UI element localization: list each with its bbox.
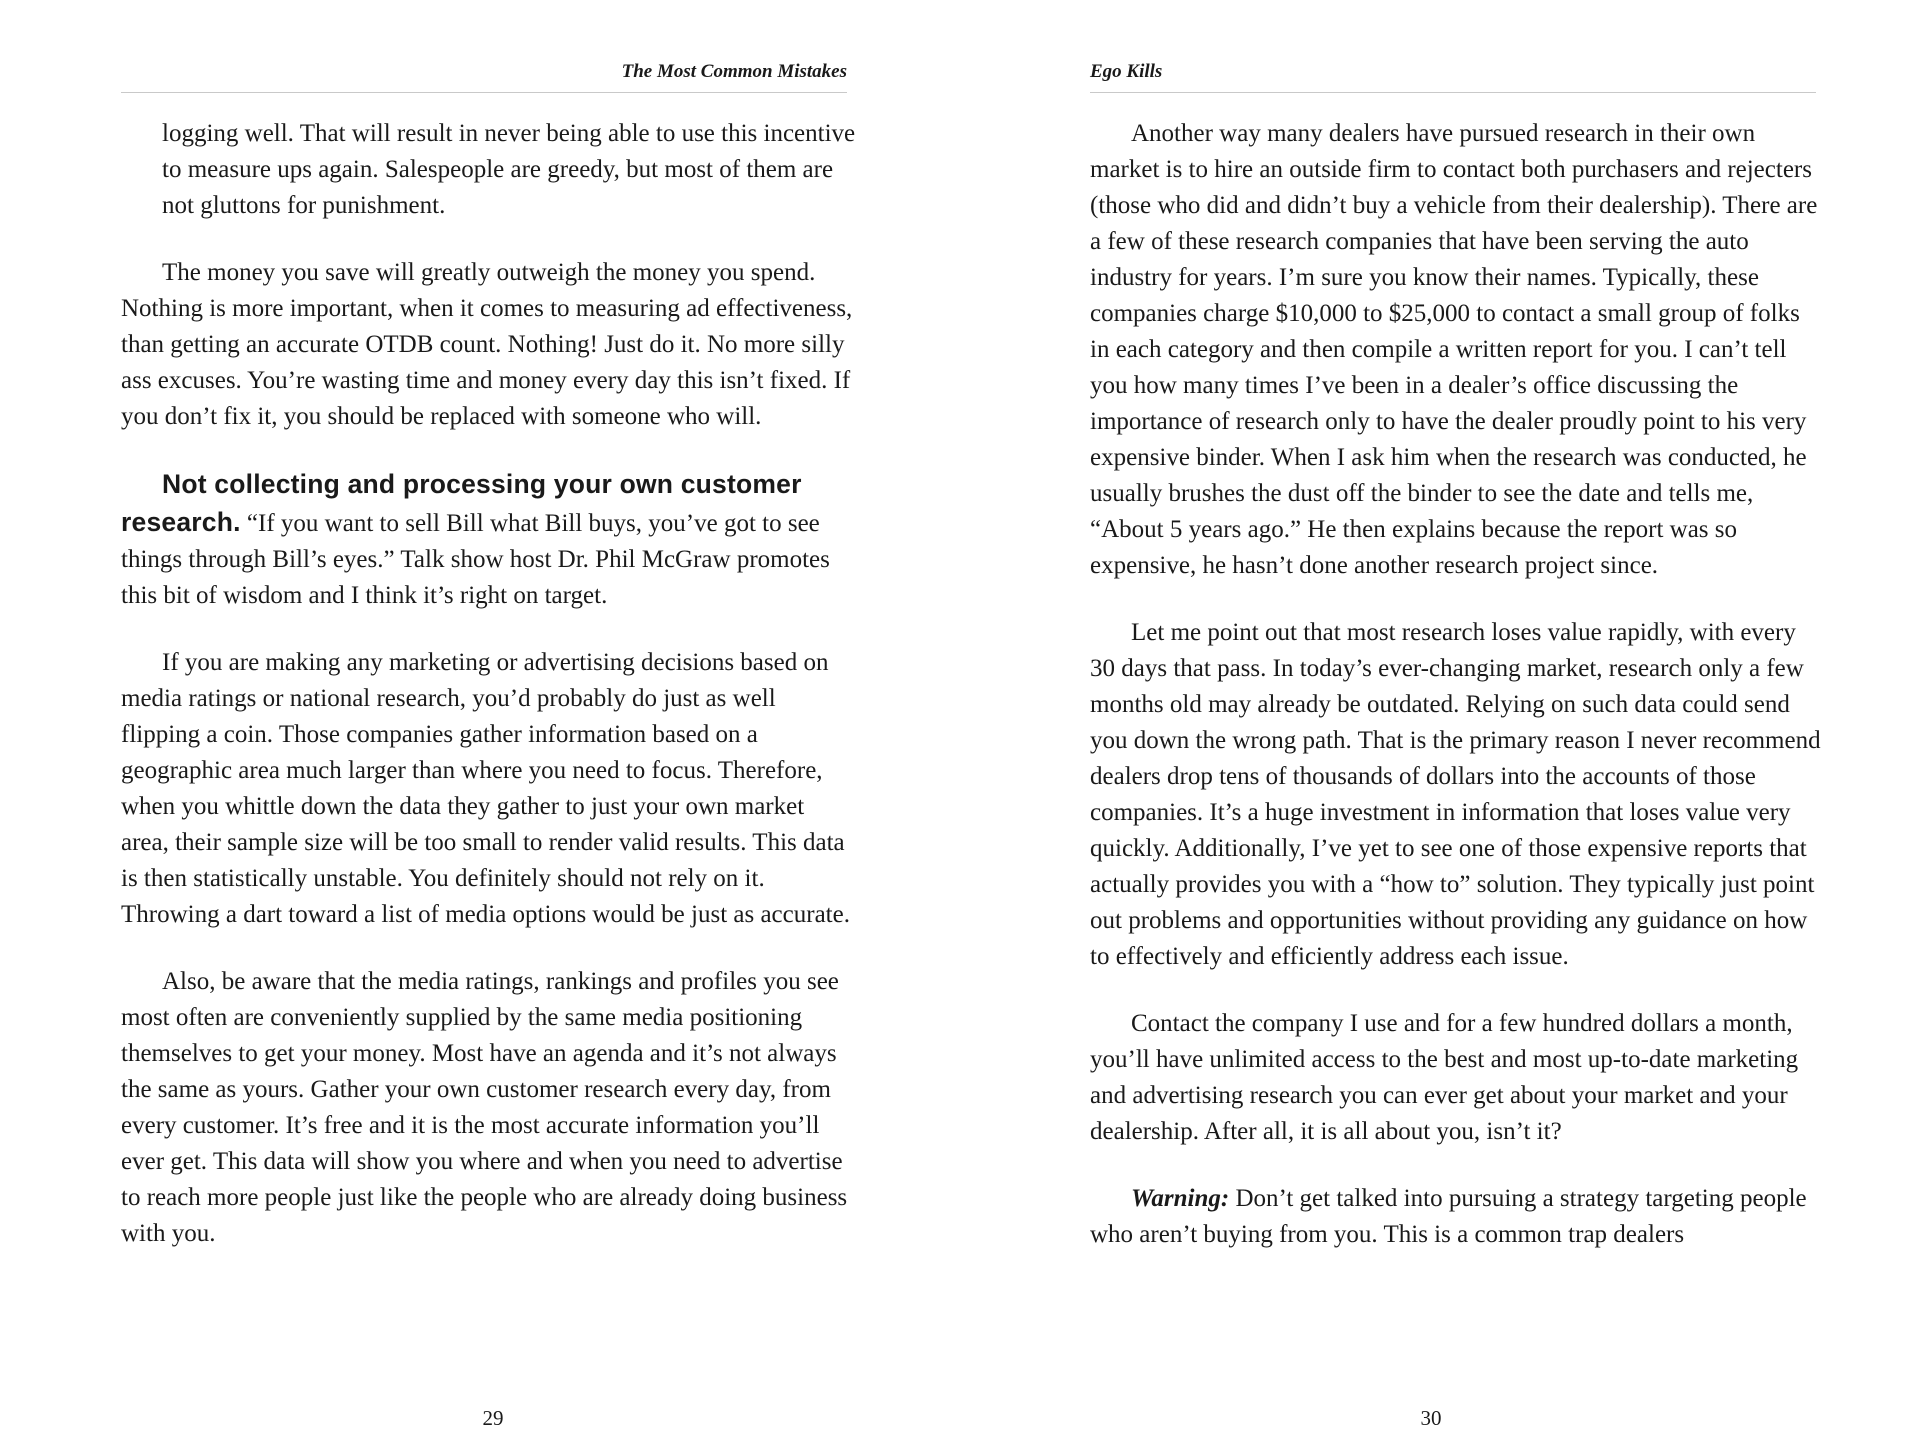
right-paragraph-3: Contact the company I use and for a few hundred dollars a month, you’ll have unlimited access to the best and most up-to-date marketing and advertising research you can ever get about your market and your dealership. After all, it is all about you, isn’t it?	[1090, 1010, 1799, 1145]
left-page-text	[121, 116, 856, 1283]
section-heading: Not collecting and processing your own customer research.	[121, 469, 802, 537]
right-page-text	[1090, 116, 1825, 1284]
left-paragraph-3-text: “If you want to sell Bill what Bill buys, you’ve got to see things through Bill’s eyes.” Talk show host Dr. Phil McGraw promotes this bit of wisdom and I think it’s right on target.	[121, 510, 830, 609]
right-running-head: Ego Kills	[1090, 61, 1163, 82]
left-header-rule	[121, 92, 847, 93]
right-paragraph-2: Let me point out that most research loses value rapidly, with every 30 days that pass. In today’s ever-changing market, research only a few months old may already be outdated. Relying on such data could send you down the wrong path. That is the primary reason I never recommend dealers drop tens of thousands of dollars into the accounts of those companies. It’s a huge investment in information that loses value very quickly. Additionally, I’ve yet to see one of those expensive reports that actually provides you with a “how to” solution. They typically just point out problems and opportunities without providing any guidance on how to effectively and efficiently address each issue.	[1090, 619, 1821, 970]
warning-label: Warning:	[1131, 1185, 1230, 1212]
right-page-number: 30	[1420, 1406, 1442, 1430]
left-page-number: 29	[482, 1406, 504, 1430]
right-header-rule	[1090, 92, 1816, 93]
right-paragraph-1: Another way many dealers have pursued research in their own market is to hire an outside firm to contact both purchasers and rejecters (those who did and didn’t buy a vehicle from their dealership). There are a few of these research companies that have been serving the auto industry for years. I’m sure you know their names. Typically, these companies charge $10,000 to $25,000 to contact a small group of folks in each category and then compile a written report for you. I can’t tell you how many times I’ve been in a dealer’s office discussing the importance of research only to have the dealer proudly point to his very expensive binder. When I ask him when the research was conducted, he usually brushes the dust off the binder to see the date and tells me, “About 5 years ago.” He then explains because the report was so expensive, he hasn’t done another research project since.	[1090, 120, 1818, 579]
left-paragraph-3	[121, 466, 856, 614]
left-page	[121, 0, 856, 1440]
left-paragraph-2: The money you save will greatly outweigh the money you spend. Nothing is more important, when it comes to measuring ad effectiveness, than getting an accurate OTDB count. Nothing! Just do it. No more silly ass excuses. You’re wasting time and money every day this isn’t fixed. If you don’t fix it, you should be replaced with someone who will.	[121, 259, 853, 430]
left-running-head: The Most Common Mistakes	[621, 61, 847, 82]
warning-text: Don’t get talked into pursuing a strategy targeting people who aren’t buying from you. This is a common trap dealers	[1090, 1185, 1807, 1248]
left-paragraph-1: logging well. That will result in never being able to use this incentive to measure ups again. Salespeople are greedy, but most of them are not gluttons for punishment.	[162, 120, 856, 219]
right-paragraph-4	[1090, 1181, 1825, 1253]
left-paragraph-5: Also, be aware that the media ratings, rankings and profiles you see most often are conveniently supplied by the same media positioning themselves to get your money. Most have an agenda and it’s not always the same as yours. Gather your own customer research every day, from every customer. It’s free and it is the most accurate information you’ll ever get. This data will show you where and when you need to advertise to reach more people just like the people who are already doing business with you.	[121, 968, 848, 1247]
right-page	[1090, 0, 1821, 1440]
left-paragraph-4: If you are making any marketing or advertising decisions based on media ratings or national research, you’d probably do just as well flipping a coin. Those companies gather information based on a geographic area much larger than where you need to focus. Therefore, when you whittle down the data they gather to just your own market area, their sample size will be too small to render valid results. This data is then statistically unstable. You definitely should not rely on it. Throwing a dart toward a list of media options would be just as accurate.	[121, 649, 850, 928]
